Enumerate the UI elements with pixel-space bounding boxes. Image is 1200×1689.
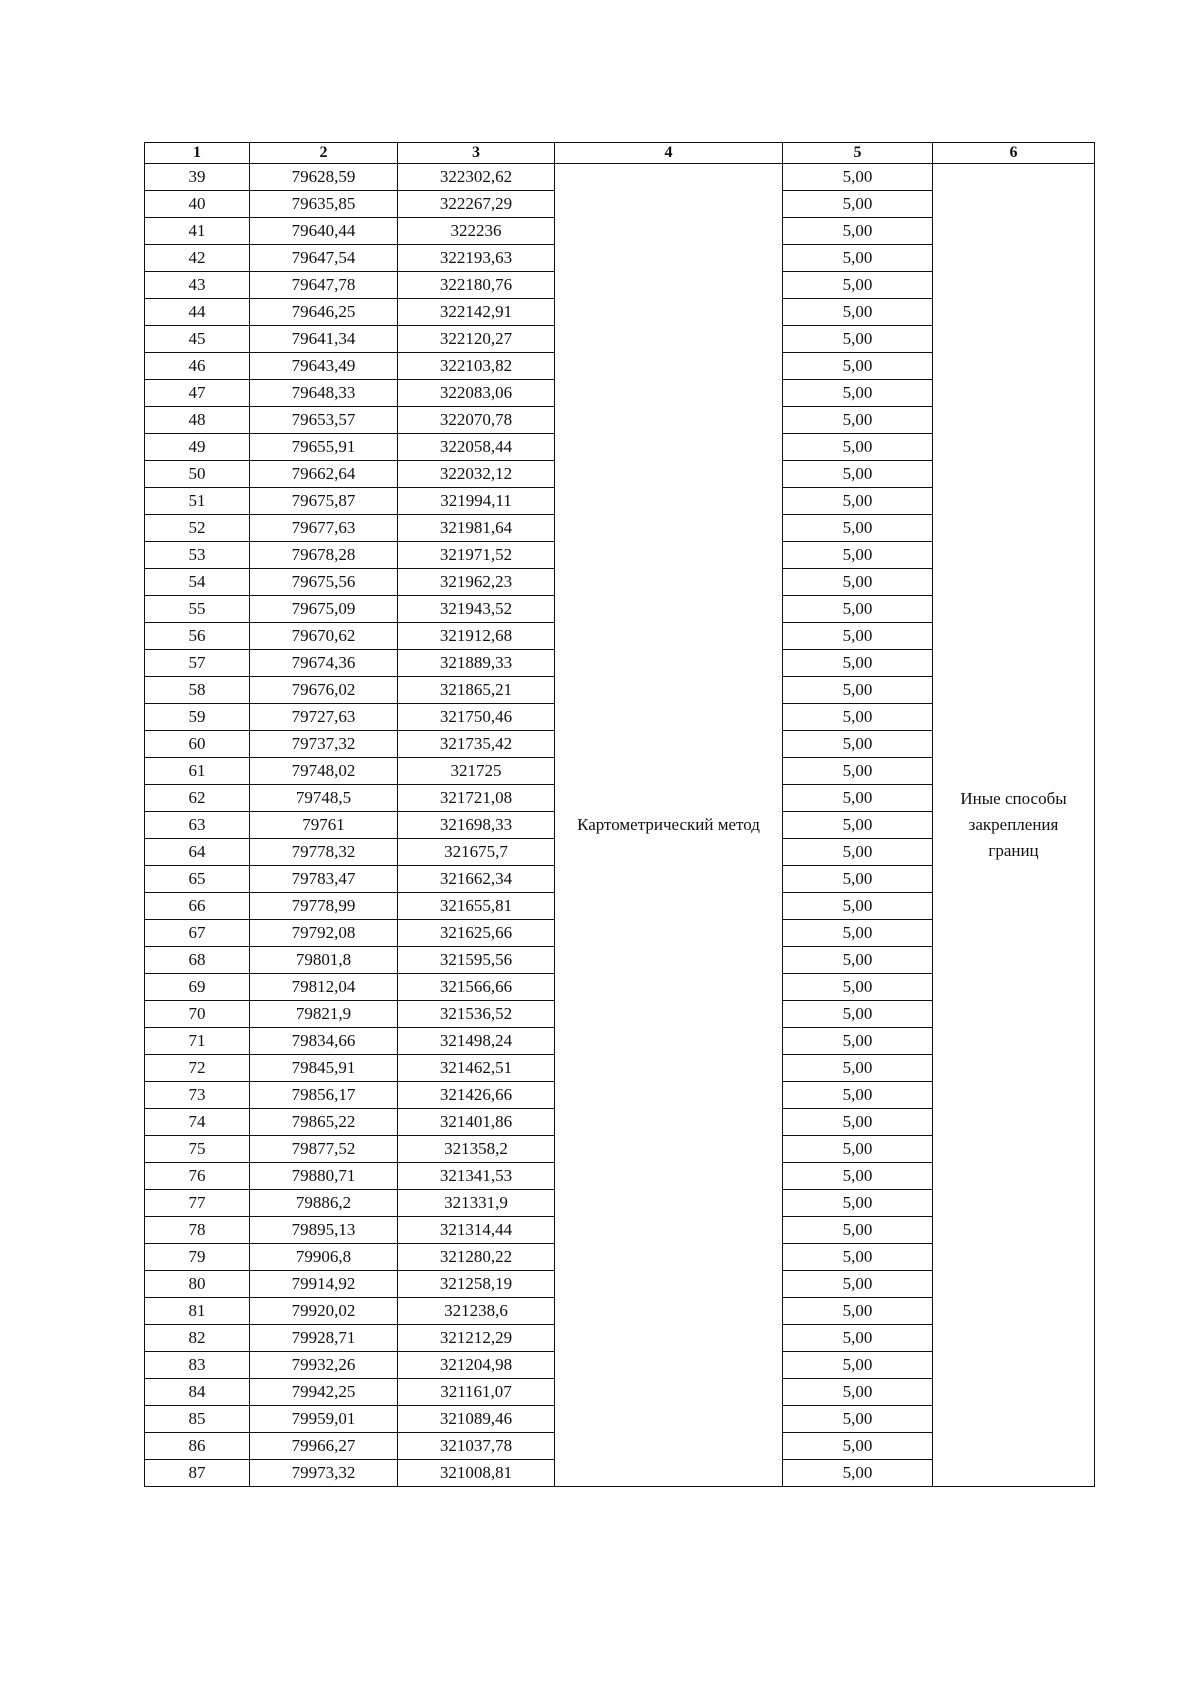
x-coordinate-cell: 79761 (250, 812, 398, 839)
precision-cell: 5,00 (783, 1028, 933, 1055)
method-cell: Картометрический метод (555, 164, 783, 1487)
x-coordinate-cell: 79783,47 (250, 866, 398, 893)
point-number-cell: 47 (145, 380, 250, 407)
precision-cell: 5,00 (783, 515, 933, 542)
y-coordinate-cell: 321662,34 (398, 866, 555, 893)
precision-cell: 5,00 (783, 1136, 933, 1163)
precision-cell: 5,00 (783, 461, 933, 488)
x-coordinate-cell: 79675,56 (250, 569, 398, 596)
y-coordinate-cell: 321008,81 (398, 1460, 555, 1487)
boundary-fixing-line: границ (988, 841, 1039, 860)
x-coordinate-cell: 79670,62 (250, 623, 398, 650)
y-coordinate-cell: 321865,21 (398, 677, 555, 704)
y-coordinate-cell: 321625,66 (398, 920, 555, 947)
precision-cell: 5,00 (783, 1325, 933, 1352)
x-coordinate-cell: 79678,28 (250, 542, 398, 569)
precision-cell: 5,00 (783, 1163, 933, 1190)
precision-cell: 5,00 (783, 947, 933, 974)
y-coordinate-cell: 322058,44 (398, 434, 555, 461)
precision-cell: 5,00 (783, 839, 933, 866)
x-coordinate-cell: 79647,54 (250, 245, 398, 272)
precision-cell: 5,00 (783, 758, 933, 785)
coordinates-table (144, 142, 1095, 1487)
precision-cell: 5,00 (783, 1406, 933, 1433)
point-number-cell: 39 (145, 164, 250, 191)
x-coordinate-cell: 79646,25 (250, 299, 398, 326)
x-coordinate-cell: 79737,32 (250, 731, 398, 758)
point-number-cell: 54 (145, 569, 250, 596)
precision-cell: 5,00 (783, 407, 933, 434)
x-coordinate-cell: 79845,91 (250, 1055, 398, 1082)
y-coordinate-cell: 321725 (398, 758, 555, 785)
boundary-fixing-line: Иные способы (960, 789, 1067, 808)
point-number-cell: 80 (145, 1271, 250, 1298)
precision-cell: 5,00 (783, 1460, 933, 1487)
y-coordinate-cell: 322302,62 (398, 164, 555, 191)
point-number-cell: 77 (145, 1190, 250, 1217)
point-number-cell: 67 (145, 920, 250, 947)
y-coordinate-cell: 321212,29 (398, 1325, 555, 1352)
y-coordinate-cell: 321426,66 (398, 1082, 555, 1109)
precision-cell: 5,00 (783, 1055, 933, 1082)
y-coordinate-cell: 321280,22 (398, 1244, 555, 1271)
precision-cell: 5,00 (783, 380, 933, 407)
y-coordinate-cell: 322070,78 (398, 407, 555, 434)
x-coordinate-cell: 79635,85 (250, 191, 398, 218)
point-number-cell: 44 (145, 299, 250, 326)
y-coordinate-cell: 321962,23 (398, 569, 555, 596)
header-col-3: 3 (398, 143, 555, 164)
precision-cell: 5,00 (783, 812, 933, 839)
x-coordinate-cell: 79643,49 (250, 353, 398, 380)
precision-cell: 5,00 (783, 1217, 933, 1244)
x-coordinate-cell: 79675,87 (250, 488, 398, 515)
precision-cell: 5,00 (783, 866, 933, 893)
y-coordinate-cell: 322193,63 (398, 245, 555, 272)
precision-cell: 5,00 (783, 596, 933, 623)
x-coordinate-cell: 79942,25 (250, 1379, 398, 1406)
x-coordinate-cell: 79895,13 (250, 1217, 398, 1244)
precision-cell: 5,00 (783, 542, 933, 569)
y-coordinate-cell: 321341,53 (398, 1163, 555, 1190)
point-number-cell: 57 (145, 650, 250, 677)
precision-cell: 5,00 (783, 299, 933, 326)
y-coordinate-cell: 321750,46 (398, 704, 555, 731)
x-coordinate-cell: 79655,91 (250, 434, 398, 461)
header-col-6: 6 (933, 143, 1095, 164)
point-number-cell: 70 (145, 1001, 250, 1028)
y-coordinate-cell: 322267,29 (398, 191, 555, 218)
x-coordinate-cell: 79973,32 (250, 1460, 398, 1487)
point-number-cell: 50 (145, 461, 250, 488)
point-number-cell: 42 (145, 245, 250, 272)
precision-cell: 5,00 (783, 191, 933, 218)
x-coordinate-cell: 79928,71 (250, 1325, 398, 1352)
boundary-fixing-line: закрепления (968, 815, 1059, 834)
precision-cell: 5,00 (783, 974, 933, 1001)
y-coordinate-cell: 321655,81 (398, 893, 555, 920)
y-coordinate-cell: 322083,06 (398, 380, 555, 407)
y-coordinate-cell: 322120,27 (398, 326, 555, 353)
precision-cell: 5,00 (783, 353, 933, 380)
point-number-cell: 60 (145, 731, 250, 758)
point-number-cell: 74 (145, 1109, 250, 1136)
precision-cell: 5,00 (783, 434, 933, 461)
x-coordinate-cell: 79959,01 (250, 1406, 398, 1433)
precision-cell: 5,00 (783, 1433, 933, 1460)
x-coordinate-cell: 79748,5 (250, 785, 398, 812)
point-number-cell: 81 (145, 1298, 250, 1325)
precision-cell: 5,00 (783, 1244, 933, 1271)
point-number-cell: 52 (145, 515, 250, 542)
precision-cell: 5,00 (783, 1298, 933, 1325)
y-coordinate-cell: 321971,52 (398, 542, 555, 569)
x-coordinate-cell: 79856,17 (250, 1082, 398, 1109)
point-number-cell: 73 (145, 1082, 250, 1109)
x-coordinate-cell: 79877,52 (250, 1136, 398, 1163)
x-coordinate-cell: 79677,63 (250, 515, 398, 542)
point-number-cell: 69 (145, 974, 250, 1001)
y-coordinate-cell: 321675,7 (398, 839, 555, 866)
y-coordinate-cell: 321204,98 (398, 1352, 555, 1379)
precision-cell: 5,00 (783, 218, 933, 245)
header-col-5: 5 (783, 143, 933, 164)
y-coordinate-cell: 321994,11 (398, 488, 555, 515)
point-number-cell: 55 (145, 596, 250, 623)
precision-cell: 5,00 (783, 623, 933, 650)
boundary-fixing-cell (933, 164, 1095, 1487)
point-number-cell: 79 (145, 1244, 250, 1271)
point-number-cell: 51 (145, 488, 250, 515)
y-coordinate-cell: 321735,42 (398, 731, 555, 758)
x-coordinate-cell: 79640,44 (250, 218, 398, 245)
point-number-cell: 45 (145, 326, 250, 353)
x-coordinate-cell: 79648,33 (250, 380, 398, 407)
y-coordinate-cell: 321981,64 (398, 515, 555, 542)
header-col-4: 4 (555, 143, 783, 164)
y-coordinate-cell: 321595,56 (398, 947, 555, 974)
y-coordinate-cell: 321889,33 (398, 650, 555, 677)
y-coordinate-cell: 321912,68 (398, 623, 555, 650)
precision-cell: 5,00 (783, 1271, 933, 1298)
precision-cell: 5,00 (783, 731, 933, 758)
point-number-cell: 68 (145, 947, 250, 974)
precision-cell: 5,00 (783, 1190, 933, 1217)
y-coordinate-cell: 321238,6 (398, 1298, 555, 1325)
x-coordinate-cell: 79801,8 (250, 947, 398, 974)
precision-cell: 5,00 (783, 272, 933, 299)
point-number-cell: 64 (145, 839, 250, 866)
point-number-cell: 71 (145, 1028, 250, 1055)
point-number-cell: 82 (145, 1325, 250, 1352)
point-number-cell: 61 (145, 758, 250, 785)
point-number-cell: 59 (145, 704, 250, 731)
x-coordinate-cell: 79886,2 (250, 1190, 398, 1217)
y-coordinate-cell: 321401,86 (398, 1109, 555, 1136)
x-coordinate-cell: 79674,36 (250, 650, 398, 677)
y-coordinate-cell: 321358,2 (398, 1136, 555, 1163)
y-coordinate-cell: 322180,76 (398, 272, 555, 299)
x-coordinate-cell: 79662,64 (250, 461, 398, 488)
y-coordinate-cell: 322032,12 (398, 461, 555, 488)
x-coordinate-cell: 79727,63 (250, 704, 398, 731)
point-number-cell: 65 (145, 866, 250, 893)
precision-cell: 5,00 (783, 245, 933, 272)
point-number-cell: 84 (145, 1379, 250, 1406)
point-number-cell: 43 (145, 272, 250, 299)
point-number-cell: 66 (145, 893, 250, 920)
y-coordinate-cell: 321943,52 (398, 596, 555, 623)
header-col-1: 1 (145, 143, 250, 164)
point-number-cell: 49 (145, 434, 250, 461)
coordinates-sheet (144, 142, 1094, 1487)
x-coordinate-cell: 79834,66 (250, 1028, 398, 1055)
y-coordinate-cell: 321566,66 (398, 974, 555, 1001)
y-coordinate-cell: 321498,24 (398, 1028, 555, 1055)
point-number-cell: 62 (145, 785, 250, 812)
point-number-cell: 46 (145, 353, 250, 380)
x-coordinate-cell: 79792,08 (250, 920, 398, 947)
precision-cell: 5,00 (783, 1379, 933, 1406)
precision-cell: 5,00 (783, 326, 933, 353)
x-coordinate-cell: 79778,32 (250, 839, 398, 866)
point-number-cell: 85 (145, 1406, 250, 1433)
point-number-cell: 41 (145, 218, 250, 245)
x-coordinate-cell: 79675,09 (250, 596, 398, 623)
point-number-cell: 83 (145, 1352, 250, 1379)
x-coordinate-cell: 79778,99 (250, 893, 398, 920)
x-coordinate-cell: 79641,34 (250, 326, 398, 353)
precision-cell: 5,00 (783, 488, 933, 515)
y-coordinate-cell: 322236 (398, 218, 555, 245)
precision-cell: 5,00 (783, 893, 933, 920)
y-coordinate-cell: 321258,19 (398, 1271, 555, 1298)
y-coordinate-cell: 321089,46 (398, 1406, 555, 1433)
y-coordinate-cell: 321037,78 (398, 1433, 555, 1460)
x-coordinate-cell: 79821,9 (250, 1001, 398, 1028)
x-coordinate-cell: 79966,27 (250, 1433, 398, 1460)
point-number-cell: 53 (145, 542, 250, 569)
precision-cell: 5,00 (783, 1109, 933, 1136)
x-coordinate-cell: 79647,78 (250, 272, 398, 299)
x-coordinate-cell: 79812,04 (250, 974, 398, 1001)
x-coordinate-cell: 79906,8 (250, 1244, 398, 1271)
precision-cell: 5,00 (783, 785, 933, 812)
x-coordinate-cell: 79676,02 (250, 677, 398, 704)
point-number-cell: 75 (145, 1136, 250, 1163)
point-number-cell: 78 (145, 1217, 250, 1244)
precision-cell: 5,00 (783, 164, 933, 191)
x-coordinate-cell: 79932,26 (250, 1352, 398, 1379)
precision-cell: 5,00 (783, 677, 933, 704)
header-col-2: 2 (250, 143, 398, 164)
x-coordinate-cell: 79748,02 (250, 758, 398, 785)
y-coordinate-cell: 321161,07 (398, 1379, 555, 1406)
y-coordinate-cell: 321536,52 (398, 1001, 555, 1028)
y-coordinate-cell: 321331,9 (398, 1190, 555, 1217)
point-number-cell: 87 (145, 1460, 250, 1487)
y-coordinate-cell: 321462,51 (398, 1055, 555, 1082)
y-coordinate-cell: 322103,82 (398, 353, 555, 380)
point-number-cell: 86 (145, 1433, 250, 1460)
point-number-cell: 56 (145, 623, 250, 650)
precision-cell: 5,00 (783, 569, 933, 596)
y-coordinate-cell: 321721,08 (398, 785, 555, 812)
point-number-cell: 58 (145, 677, 250, 704)
precision-cell: 5,00 (783, 920, 933, 947)
precision-cell: 5,00 (783, 650, 933, 677)
point-number-cell: 63 (145, 812, 250, 839)
x-coordinate-cell: 79865,22 (250, 1109, 398, 1136)
point-number-cell: 72 (145, 1055, 250, 1082)
point-number-cell: 40 (145, 191, 250, 218)
point-number-cell: 76 (145, 1163, 250, 1190)
x-coordinate-cell: 79628,59 (250, 164, 398, 191)
x-coordinate-cell: 79653,57 (250, 407, 398, 434)
y-coordinate-cell: 321314,44 (398, 1217, 555, 1244)
precision-cell: 5,00 (783, 1082, 933, 1109)
header-row (145, 143, 1095, 164)
table-row (145, 164, 1095, 191)
precision-cell: 5,00 (783, 704, 933, 731)
y-coordinate-cell: 321698,33 (398, 812, 555, 839)
precision-cell: 5,00 (783, 1001, 933, 1028)
point-number-cell: 48 (145, 407, 250, 434)
y-coordinate-cell: 322142,91 (398, 299, 555, 326)
table-body (145, 164, 1095, 1487)
precision-cell: 5,00 (783, 1352, 933, 1379)
x-coordinate-cell: 79914,92 (250, 1271, 398, 1298)
x-coordinate-cell: 79880,71 (250, 1163, 398, 1190)
x-coordinate-cell: 79920,02 (250, 1298, 398, 1325)
